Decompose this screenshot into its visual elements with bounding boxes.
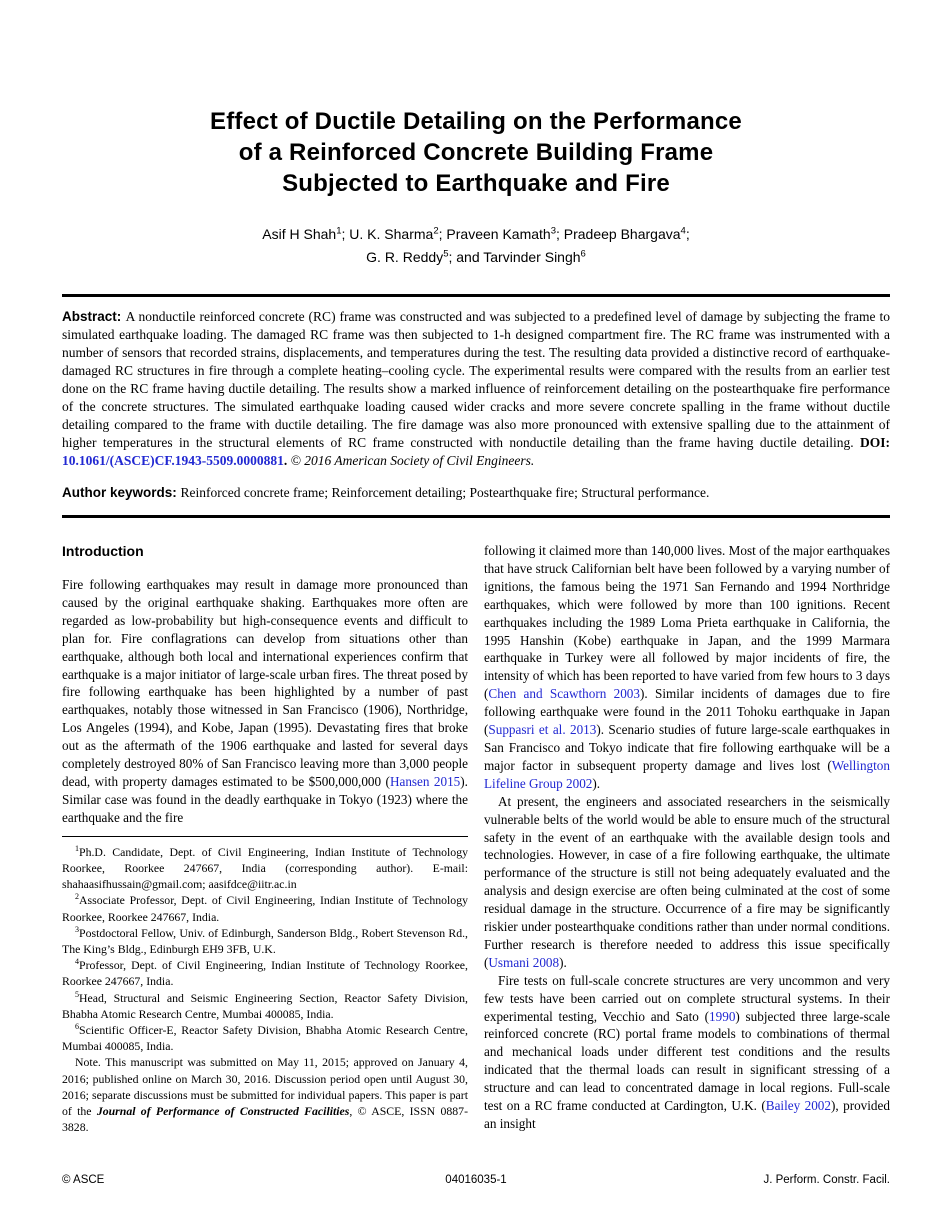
introduction-paragraph-2: following it claimed more than 140,000 lives. Most of the major earthquakes that have struck Californian belt have been followed by a varying number of ignitions, the famous being the 1971 San Fernando and 1994 Northridge earthquakes, which were followed by more than 100 ignitions. Recent earthquakes including the 1989 Loma Prieta earthquake in California, the 1995 Hanshin (Kobe) earthquake in Japan, and the 1999 Marmara earthquake in Turkey were all followed by major incidents of fire, the intensity of which has been reported to have varied from few hours to 3 days (Chen and Scawthorn 2003). Similar incidents of damages due to fire following earthquake were found in the 2011 Tohoku earthquake in Japan (Suppasri et al. 2013). Scenario studies of future large-scale earthquakes in San Francisco and Tokyo indicate that fire following earthquake will be a major factor in subsequent property damage and lives lost (Wellington Lifeline Group 2002). bbox=[484, 543, 890, 791]
citation-suppasri-2013[interactable]: Suppasri et al. 2013 bbox=[488, 722, 597, 738]
keywords-paragraph: Author keywords: Reinforced concrete frame; Reinforcement detailing; Postearthquake fire; Structural performance. bbox=[62, 484, 710, 500]
citation-usmani-2008[interactable]: Usmani 2008 bbox=[488, 954, 560, 970]
introduction-paragraph-3: At present, the engineers and associated researchers in the seismically vulnerable belts of the world would be able to ensure much of the structural safety in the event of an earthquake with the available design tools and technologies. However, in case of a fire following earthquake, the ultimate performance of the structure is still not being adequately evaluated and the analysis and design exercise are often being culminated at the cost of some residual damage in the structure. Occurrence of a fire may be significantly riskier under postearthquake conditions rather than under normal conditions. Further research is therefore needed to address this issue specifically (Usmani 2008). bbox=[484, 793, 890, 970]
paper-title-line-2: of a Reinforced Concrete Building Frame bbox=[238, 139, 714, 166]
paper-content bbox=[0, 106, 952, 1135]
divider-above-abstract bbox=[62, 294, 890, 297]
author-byline-line-2: G. R. Reddy$^5$; and Tarvinder Singh$^6$ bbox=[366, 248, 586, 265]
citation-wellington-2002[interactable]: Wellington Lifeline Group 2002 bbox=[484, 757, 890, 791]
left-column bbox=[62, 542, 468, 1135]
introduction-paragraph-1: Fire following earthquakes may result in damage more pronounced than caused by the original earthquake shaking. Earthquakes more often are regarded as low-probability but high-consequence events and difficult to plan for. Fire conflagrations can develop from situations other than earthquake, although both local and international experiences confirm that earthquake is a major initiator of large-scale urban fires. The threat posed by fire following earthquake has been highlighted by a number of past earthquakes, notably those witnessed in San Francisco (1906), Northridge, Los Angeles (1994), and Kobe, Japan (1995). Devastating fires that broke out as the aftermath of the 1906 earthquake and lasted for several days completely destroyed 80% of San Francisco leaving more than 3,000 people dead, with property damages estimated to be $500,000,000 (Hansen 2015). Similar case was found in the deadly earthquake in Tokyo (1923) where the earthquake and the fire bbox=[62, 577, 468, 825]
introduction-paragraph-4: Fire tests on full-scale concrete structures are very uncommon and very few tests have been carried out on complete structural systems. In their experimental testing, Vecchio and Sato (1990) subjected three large-scale reinforced concrete (RC) portal frame models to combinations of thermal and mechanical loads under different test conditions and the results indicated that the thermal loads can result in significant stressing of a structure and can lead to concentrated damage in local regions. Full-scale test on a RC frame conducted at Cardington, U.K. (Bailey 2002), provided an insight bbox=[484, 972, 890, 1131]
page-footer bbox=[62, 1174, 890, 1186]
paper-title-line-1: Effect of Ductile Detailing on the Performance bbox=[210, 108, 742, 135]
author-byline bbox=[62, 223, 890, 269]
footer-journal-name: J. Perform. Constr. Facil. bbox=[763, 1174, 890, 1186]
paper-title-line-3: Subjected to Earthquake and Fire bbox=[282, 170, 670, 197]
footnote-1: $^1$Ph.D. Candidate, Dept. of Civil Engineering, Indian Institute of Technology Roorkee, Roorkee 247667, India (corresponding author). E-mail: shahaasifhussain@gmail.com; aasifdce@iitr.ac.in bbox=[62, 843, 468, 892]
divider-below-keywords bbox=[62, 515, 890, 518]
footer-copyright: © ASCE bbox=[62, 1174, 105, 1186]
footer-page-number: 04016035-1 bbox=[445, 1174, 507, 1186]
abstract-paragraph: Abstract: A nonductile reinforced concrete (RC) frame was constructed and was subjected to a predefined level of damage by subjecting the frame to simulated earthquake loading. The damaged RC frame was then subjected to 1-h designed compartment fire. The RC frame was instrumented with a number of sensors that recorded strains, displacements, and temperatures during the test. The resulting data provided a distinctive record of earthquake-damaged RC structures in fire through a complete heating–cooling cycle. The experimental results were compared with the results from an earlier test done on the RC frame having ductile detailing. The results show a marked influence of reinforcement detailing on the postearthquake fire performance of the concrete structures. The simulated earthquake loading caused wider cracks and more severe concrete spalling in the frame without ductile detailing compared to the frame with ductile detailing. The fire damage was also more pronounced with extensive spalling due to the attainment of higher temperatures in the structural elements of RC frame constructed with nonductile detailing than the frame having ductile detailing. DOI: 10.1061/(ASCE)CF.1943-5509.0000881. © 2016 American Society of Civil Engineers. bbox=[62, 309, 890, 468]
footnote-4: $^4$Professor, Dept. of Civil Engineering, Indian Institute of Technology Roorkee, Roorkee 247667, India. bbox=[62, 957, 468, 989]
citation-hansen-2015[interactable]: Hansen 2015 bbox=[389, 773, 461, 789]
author-byline-line-1: Asif H Shah$^1$; U. K. Sharma$^2$; Praveen Kamath$^3$; Pradeep Bhargava$^4$; bbox=[262, 225, 690, 242]
footnotes-block bbox=[62, 836, 468, 1136]
citation-chen-scawthorn-2003[interactable]: Chen and Scawthorn 2003 bbox=[488, 686, 640, 702]
paper-title bbox=[62, 106, 890, 199]
footnote-2: $^2$Associate Professor, Dept. of Civil Engineering, Indian Institute of Technology Roorkee, Roorkee 247667, India. bbox=[62, 892, 468, 924]
citation-vecchio-sato-1990[interactable]: 1990 bbox=[709, 1008, 736, 1024]
two-column-body bbox=[62, 542, 890, 1135]
section-heading-introduction: Introduction bbox=[62, 543, 144, 559]
doi-link[interactable]: 10.1061/(ASCE)CF.1943-5509.0000881 bbox=[62, 453, 284, 468]
footnote-5: $^5$Head, Structural and Seismic Engineering Section, Reactor Safety Division, Bhabha Atomic Research Centre, Mumbai 400085, India. bbox=[62, 989, 468, 1021]
manuscript-note: Note. This manuscript was submitted on May 11, 2015; approved on January 4, 2016; published online on March 30, 2016. Discussion period open until August 30, 2016; separate discussions must be submitted for individual papers. This paper is part of the Journal of Performance of Constructed Facilities, © ASCE, ISSN 0887-3828. bbox=[62, 1055, 469, 1135]
right-column bbox=[484, 542, 890, 1135]
footnote-6: $^6$Scientific Officer-E, Reactor Safety Division, Bhabha Atomic Research Centre, Mumbai 400085, India. bbox=[62, 1022, 468, 1054]
citation-bailey-2002[interactable]: Bailey 2002 bbox=[765, 1098, 831, 1114]
footnote-3: $^3$Postdoctoral Fellow, Univ. of Edinburgh, Sanderson Bldg., Robert Stevenson Rd., The King’s Bldg., Edinburgh EH9 3FB, U.K. bbox=[62, 924, 468, 956]
